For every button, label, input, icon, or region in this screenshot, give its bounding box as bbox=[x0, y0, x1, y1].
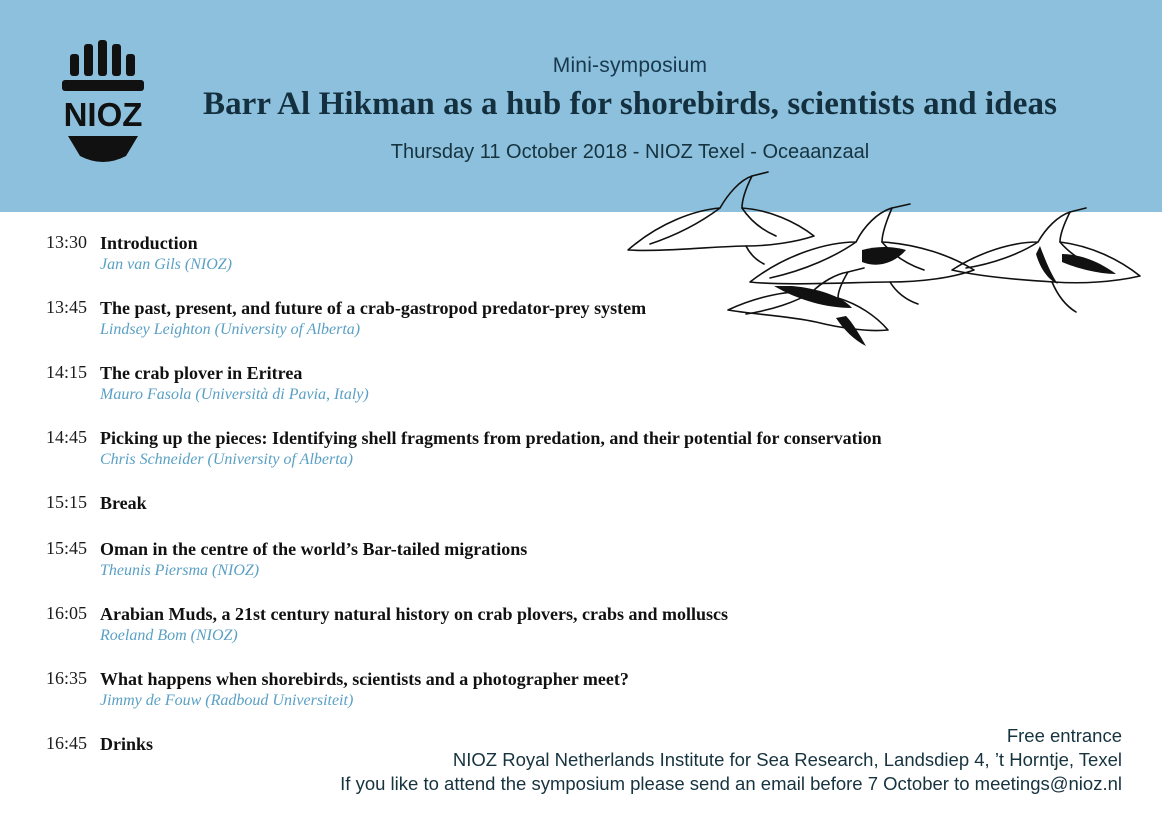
schedule-item bbox=[0, 427, 1162, 470]
item-title: Drinks bbox=[100, 734, 154, 754]
program-schedule bbox=[0, 212, 1162, 779]
item-title: Introduction bbox=[100, 233, 198, 253]
item-time: 14:45 bbox=[46, 427, 88, 447]
item-title: The crab plover in Eritrea bbox=[100, 363, 303, 383]
schedule-item bbox=[0, 492, 1162, 516]
poster-header bbox=[0, 0, 1162, 212]
item-title: Picking up the pieces: Identifying shell fragments from predation, and their potential for conservation bbox=[100, 428, 882, 448]
item-time: 16:35 bbox=[46, 668, 88, 688]
item-speaker: Roeland Bom (NIOZ) bbox=[100, 627, 238, 644]
schedule-item bbox=[0, 538, 1162, 581]
item-time: 15:45 bbox=[46, 538, 88, 558]
item-title: What happens when shorebirds, scientists and a photographer meet? bbox=[100, 669, 629, 689]
footer-address: NIOZ Royal Netherlands Institute for Sea Research, Landsdiep 4, ’t Horntje, Texel bbox=[452, 749, 1122, 770]
item-speaker: Chris Schneider (University of Alberta) bbox=[100, 451, 353, 468]
schedule-item bbox=[0, 297, 1162, 340]
kicker-text: Mini-symposium bbox=[552, 54, 708, 77]
item-time: 13:45 bbox=[46, 297, 88, 317]
svg-text:NIOZ: NIOZ bbox=[63, 96, 143, 133]
header-text-block bbox=[180, 54, 1080, 164]
item-title: Oman in the centre of the world’s Bar-tailed migrations bbox=[100, 539, 528, 559]
item-speaker: Jimmy de Fouw (Radboud Universiteit) bbox=[100, 692, 354, 709]
item-time: 16:45 bbox=[46, 733, 88, 753]
nioz-logo bbox=[48, 36, 158, 166]
item-speaker: Lindsey Leighton (University of Alberta) bbox=[100, 321, 361, 338]
item-time: 14:15 bbox=[46, 362, 88, 382]
schedule-item bbox=[0, 668, 1162, 711]
footer-free-entrance: Free entrance bbox=[1006, 725, 1122, 746]
schedule-item bbox=[0, 603, 1162, 646]
item-speaker: Theunis Piersma (NIOZ) bbox=[100, 562, 260, 579]
page-title: Barr Al Hikman as a hub for shorebirds, scientists and ideas bbox=[202, 86, 1058, 122]
item-title: The past, present, and future of a crab-gastropod predator-prey system bbox=[100, 298, 647, 318]
event-details: Thursday 11 October 2018 - NIOZ Texel - Oceaanzaal bbox=[390, 141, 870, 163]
item-time: 15:15 bbox=[46, 492, 88, 512]
item-title: Break bbox=[100, 493, 147, 513]
item-speaker: Mauro Fasola (Università di Pavia, Italy) bbox=[100, 386, 369, 403]
item-time: 16:05 bbox=[46, 603, 88, 623]
footer-registration: If you like to attend the symposium please send an email before 7 October to meetings@nioz.nl bbox=[340, 773, 1122, 794]
schedule-item bbox=[0, 232, 1162, 275]
item-time: 13:30 bbox=[46, 232, 88, 252]
poster-footer bbox=[340, 724, 1122, 796]
item-title: Arabian Muds, a 21st century natural history on crab plovers, crabs and molluscs bbox=[100, 604, 729, 624]
schedule-item bbox=[0, 362, 1162, 405]
item-speaker: Jan van Gils (NIOZ) bbox=[100, 256, 232, 273]
